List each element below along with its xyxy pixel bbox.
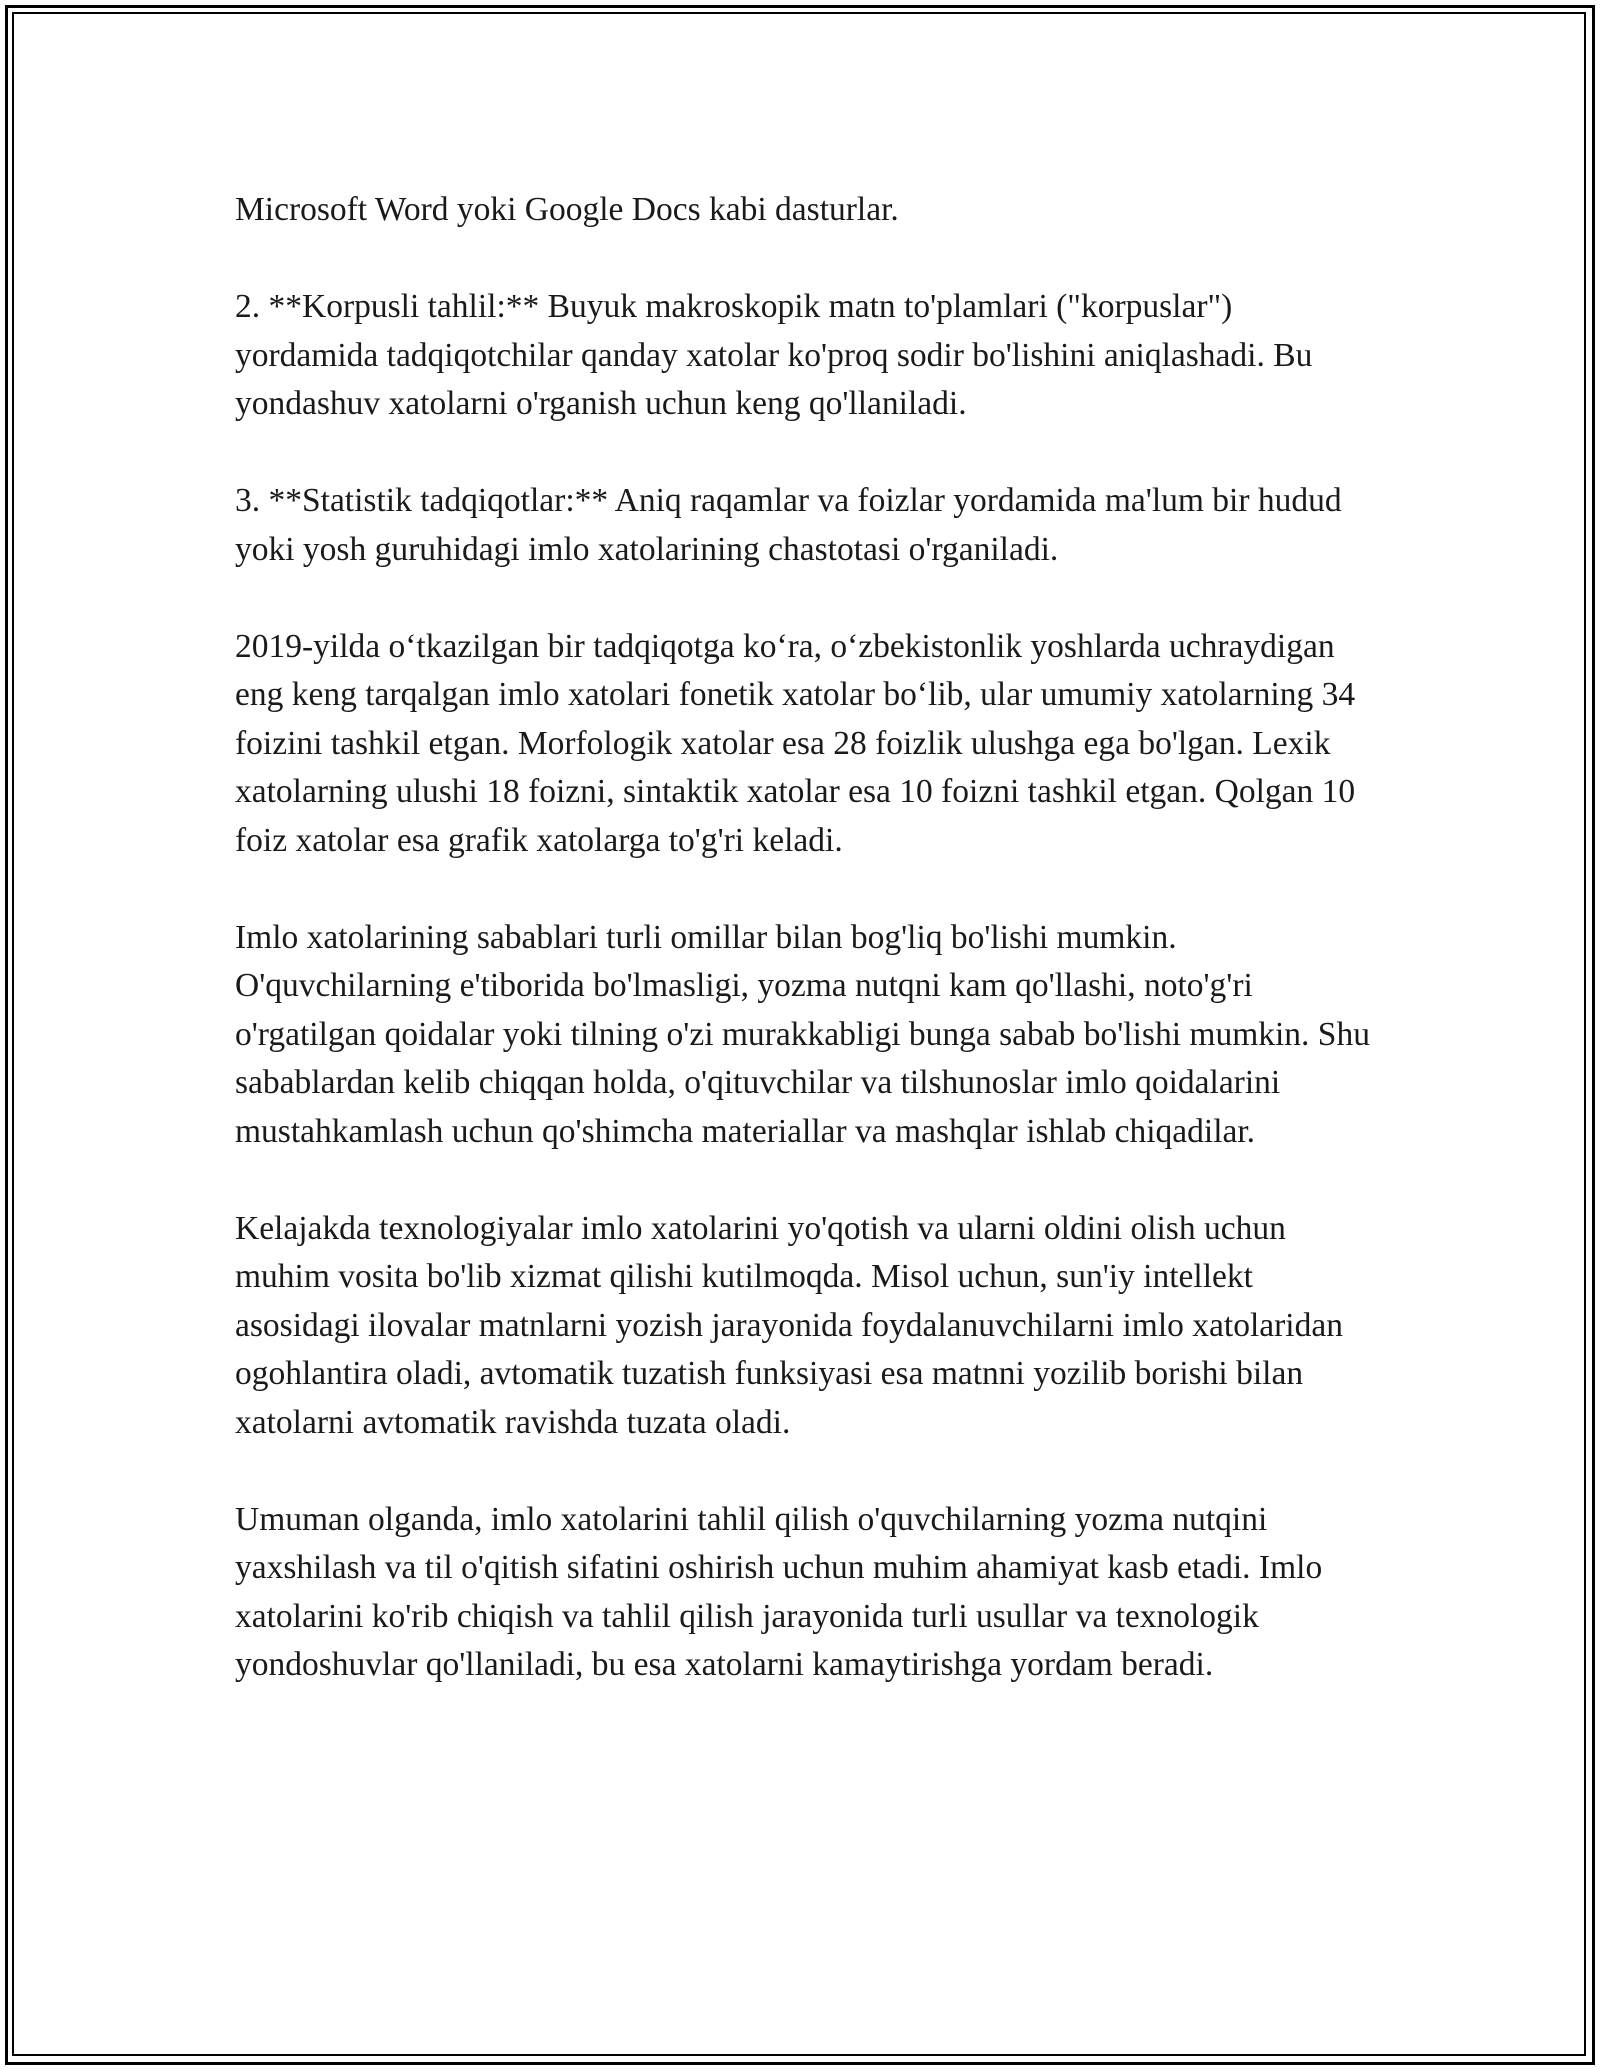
paragraph-corpus-analysis: 2. **Korpusli tahlil:** Buyuk makroskopik matn to'plamlari ("korpuslar") yordamida tadqiqotchilar qanday xatolar ko'proq sodir bo'lishini aniqlashadi. Bu yondashuv xatolarni o'rganish uchun keng qo'llaniladi.: [235, 288, 1313, 422]
paragraph-intro-fragment: Microsoft Word yoki Google Docs kabi dasturlar.: [235, 191, 899, 228]
paragraph-future-technology: Kelajakda texnologiyalar imlo xatolarini yo'qotish va ularni oldini olish uchun muhim vosita bo'lib xizmat qilishi kutilmoqda. Misol uchun, sun'iy intellekt asosidagi ilovalar matnlarni yozish jarayonida foydalanuvchilarni imlo xatolaridan ogohlantira oladi, avtomatik tuzatish funksiyasi esa matnni yozilib borishi bilan xatolarni avtomatik ravishda tuzata oladi.: [235, 1209, 1343, 1441]
paragraph-2019-study: 2019-yilda o‘tkazilgan bir tadqiqotga ko‘ra, o‘zbekistonlik yoshlarda uchraydigan eng keng tarqalgan imlo xatolari fonetik xatolar bo‘lib, ular umumiy xatolarning 34 foizini tashkil etgan. Morfologik xatolar esa 28 foizlik ulushga ega bo'lgan. Lexik xatolarning ulushi 18 foizni, sintaktik xatolar esa 10 foizni tashkil etgan. Qolgan 10 foiz xatolar esa grafik xatolarga to'g'ri keladi.: [235, 627, 1356, 859]
paragraph-causes: Imlo xatolarining sabablari turli omillar bilan bog'liq bo'lishi mumkin. O'quvchilarning e'tiborida bo'lmasligi, yozma nutqni kam qo'llashi, noto'g'ri o'rgatilgan qoidalar yoki tilning o'zi murakkabligi bunga sabab bo'lishi mumkin. Shu sabablardan kelib chiqqan holda, o'qituvchilar va tilshunoslar imlo qoidalarini mustahkamlash uchun qo'shimcha materiallar va mashqlar ishlab chiqadilar.: [235, 918, 1370, 1150]
paragraph-statistical-studies: 3. **Statistik tadqiqotlar:** Aniq raqamlar va foizlar yordamida ma'lum bir hudud yoki yosh guruhidagi imlo xatolarining chastotasi o'rganiladi.: [235, 482, 1342, 568]
paragraph-conclusion: Umuman olganda, imlo xatolarini tahlil qilish o'quvchilarning yozma nutqini yaxshilash va til o'qitish sifatini oshirish uchun muhim ahamiyat kasb etadi. Imlo xatolarini ko'rib chiqish va tahlil qilish jarayonida turli usullar va texnologik yondoshuvlar qo'llaniladi, bu esa xatolarni kamaytirishga yordam beradi.: [235, 1500, 1323, 1683]
document-body: [235, 186, 1375, 1690]
